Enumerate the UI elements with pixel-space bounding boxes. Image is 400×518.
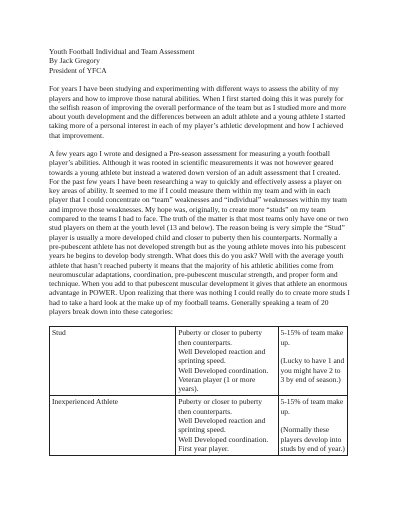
spacer — [281, 416, 345, 425]
share-cell — [278, 396, 347, 456]
player-category-table — [49, 326, 348, 456]
spacer — [281, 347, 345, 356]
category-cell — [50, 327, 176, 396]
paragraph-assessment: A few years ago I wrote and designed a Pre-season assessment for measuring a youth football player’s abilities. Although it was rooted in scientific measurements it was not however geared towards a young athlete but instead a watered down version of an adult assessment that I created. For the past few years I have been researching a way to quickly and effectively assess a player on key areas of ability. It seemed to me if I could measure them within my team and with in each player that I could concentrate on “team” weaknesses and “individual” weaknesses within my team and improve those weaknesses. My hope was, originally, to create more “studs” on my team compared to the teams I had to face. The truth of the matter is that most teams only have one or two stud players on them at the youth level (13 and below). The reason being is very simple the “Stud” player is usually a more developed child and closer to puberty then his counterparts. Normally a pre-pubescent athlete has not developed strength but as the young athlete moves into his pubescent years he begins to develop body strength. What does this do you ask? Well with the average youth athlete that hasn’t reached puberty it means that the majority of his athletic abilities come from neuromuscular adaptations, coordination, pre-pubescent muscular strength, and proper form and technique. When you add to that pubescent muscular development it gives that athlete an enormous advantage in POWER. Upon realizing that there was nothing I could really do to create more studs I had to take a hard look at the make up of my football teams. Generally speaking a team of 20 players break down into these categories: — [49, 149, 350, 317]
share-cell — [278, 327, 347, 396]
category-name: Stud — [52, 328, 66, 338]
document-title: Youth Football Individual and Team Assessment — [49, 47, 195, 56]
team-share: 5-15% of team make up. — [280, 328, 344, 347]
share-note: (Normally these players develop into studs by end of year.) — [280, 425, 345, 453]
table-row — [50, 396, 348, 456]
trait-line: Veteran player (1 or more years). — [178, 374, 256, 394]
trait-line: First year player. — [178, 443, 229, 453]
traits-cell — [176, 327, 278, 396]
share-note: (Lucky to have 1 and you might have 2 to 3 by end of season.) — [280, 356, 345, 384]
author-role: President of YFCA — [49, 65, 107, 75]
trait-line: Well Developed coordination. — [178, 365, 269, 375]
paragraph-intro: For years I have been studying and experimenting with different ways to assess the ability of my players and how to improve those natural abilities. When I first started doing this it was purely for the selfish reason of improving the overall performance of the team but as I studied more and more about youth development and the differences between an adult athlete and a young athlete I started taking more of a personal interest in each of my player’s athletic development and how I achieved that improvement. — [49, 84, 347, 140]
category-cell — [50, 396, 176, 456]
trait-line: Puberty or closer to puberty then counterparts. — [178, 328, 262, 347]
category-name: Inexperienced Athlete — [52, 397, 119, 407]
team-share: 5-15% of team make up. — [280, 397, 344, 416]
trait-line: Well Developed coordination. — [178, 434, 269, 444]
trait-line: Well Developed reaction and sprinting speed. — [178, 416, 266, 435]
author-line: By Jack Gregory — [49, 56, 100, 66]
traits-cell — [176, 396, 278, 456]
trait-line: Well Developed reaction and sprinting speed. — [178, 346, 266, 366]
table-row — [50, 327, 348, 396]
trait-line: Puberty or closer to puberty then counterparts. — [178, 397, 262, 416]
document-header — [49, 47, 350, 75]
